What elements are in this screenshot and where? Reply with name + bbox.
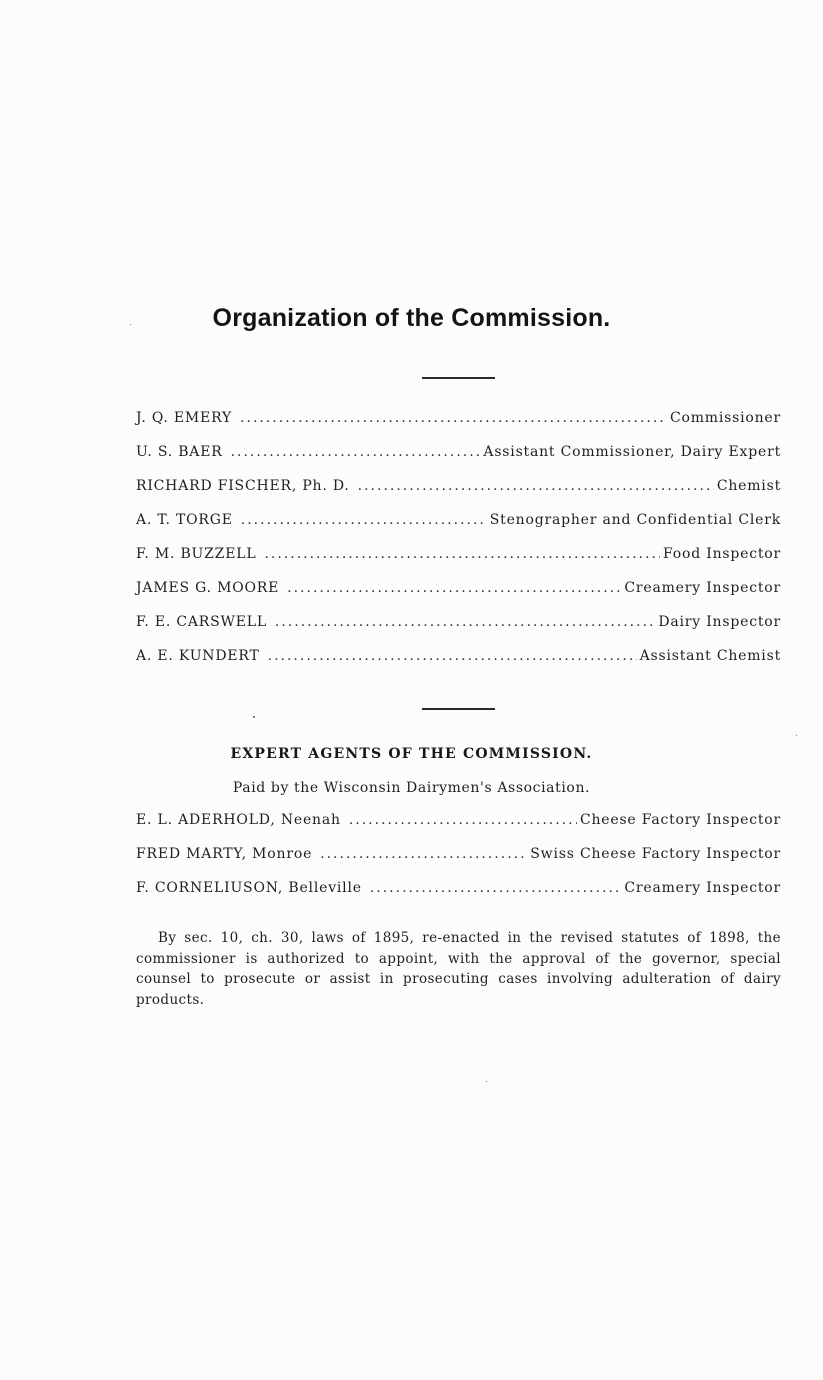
staff-role: Food Inspector bbox=[663, 546, 781, 562]
staff-row bbox=[136, 444, 781, 478]
agent-name: E. L. ADERHOLD, Neenah bbox=[136, 812, 341, 828]
staff-name: F. M. BUZZELL bbox=[136, 546, 257, 562]
staff-role: Commissioner bbox=[669, 410, 781, 426]
staff-list bbox=[136, 410, 781, 682]
dot-leader bbox=[320, 846, 527, 862]
page-title: Organization of the Commission. bbox=[212, 304, 611, 332]
staff-role: Chemist bbox=[716, 478, 781, 494]
title-divider bbox=[422, 377, 495, 379]
print-speck bbox=[486, 1081, 487, 1082]
agents-heading: EXPERT AGENTS OF THE COMMISSION. bbox=[230, 746, 593, 762]
staff-row bbox=[136, 614, 781, 648]
staff-name: A. E. KUNDERT bbox=[136, 648, 260, 664]
staff-row bbox=[136, 410, 781, 444]
dot-leader bbox=[240, 410, 667, 426]
dot-leader bbox=[231, 444, 481, 460]
agents-list bbox=[136, 812, 781, 914]
staff-row bbox=[136, 512, 781, 546]
agent-row bbox=[136, 812, 781, 846]
print-speck bbox=[130, 324, 131, 325]
dot-leader bbox=[268, 648, 637, 664]
print-speck bbox=[253, 716, 255, 718]
dot-leader bbox=[275, 614, 655, 630]
agent-role: Cheese Factory Inspector bbox=[579, 812, 781, 828]
staff-name: J. Q. EMERY bbox=[136, 410, 233, 426]
dot-leader bbox=[287, 580, 621, 596]
statute-paragraph: By sec. 10, ch. 30, laws of 1895, re-enacted in the revised statutes of 1898, the commissioner is authorized to appoint, with the approval of the governor, special counsel to prosecute or assist in prosecuting cases involving adulteration of dairy products. bbox=[136, 930, 781, 1008]
staff-name: A. T. TORGE bbox=[136, 512, 233, 528]
agent-row bbox=[136, 880, 781, 914]
staff-name: U. S. BAER bbox=[136, 444, 223, 460]
agent-role: Swiss Cheese Factory Inspector bbox=[530, 846, 781, 862]
dot-leader bbox=[358, 478, 714, 494]
agent-name: F. CORNELIUSON, Belleville bbox=[136, 880, 362, 896]
staff-name: F. E. CARSWELL bbox=[136, 614, 267, 630]
dot-leader bbox=[264, 546, 660, 562]
staff-row bbox=[136, 546, 781, 580]
staff-role: Creamery Inspector bbox=[624, 580, 781, 596]
agent-row bbox=[136, 846, 781, 880]
staff-name: JAMES G. MOORE bbox=[136, 580, 280, 596]
staff-row bbox=[136, 648, 781, 682]
staff-row bbox=[136, 478, 781, 512]
staff-row bbox=[136, 580, 781, 614]
staff-role: Dairy Inspector bbox=[658, 614, 781, 630]
staff-role: Assistant Commissioner, Dairy Expert bbox=[483, 444, 781, 460]
section-divider bbox=[422, 708, 495, 710]
agents-note: Paid by the Wisconsin Dairymen's Association. bbox=[232, 780, 591, 796]
staff-role: Assistant Chemist bbox=[639, 648, 781, 664]
print-speck bbox=[796, 735, 797, 736]
agent-name: FRED MARTY, Monroe bbox=[136, 846, 313, 862]
dot-leader bbox=[370, 880, 622, 896]
dot-leader bbox=[241, 512, 487, 528]
dot-leader bbox=[349, 812, 577, 828]
staff-name: RICHARD FISCHER, Ph. D. bbox=[136, 478, 350, 494]
agent-role: Creamery Inspector bbox=[624, 880, 781, 896]
staff-role: Stenographer and Confidential Clerk bbox=[489, 512, 781, 528]
